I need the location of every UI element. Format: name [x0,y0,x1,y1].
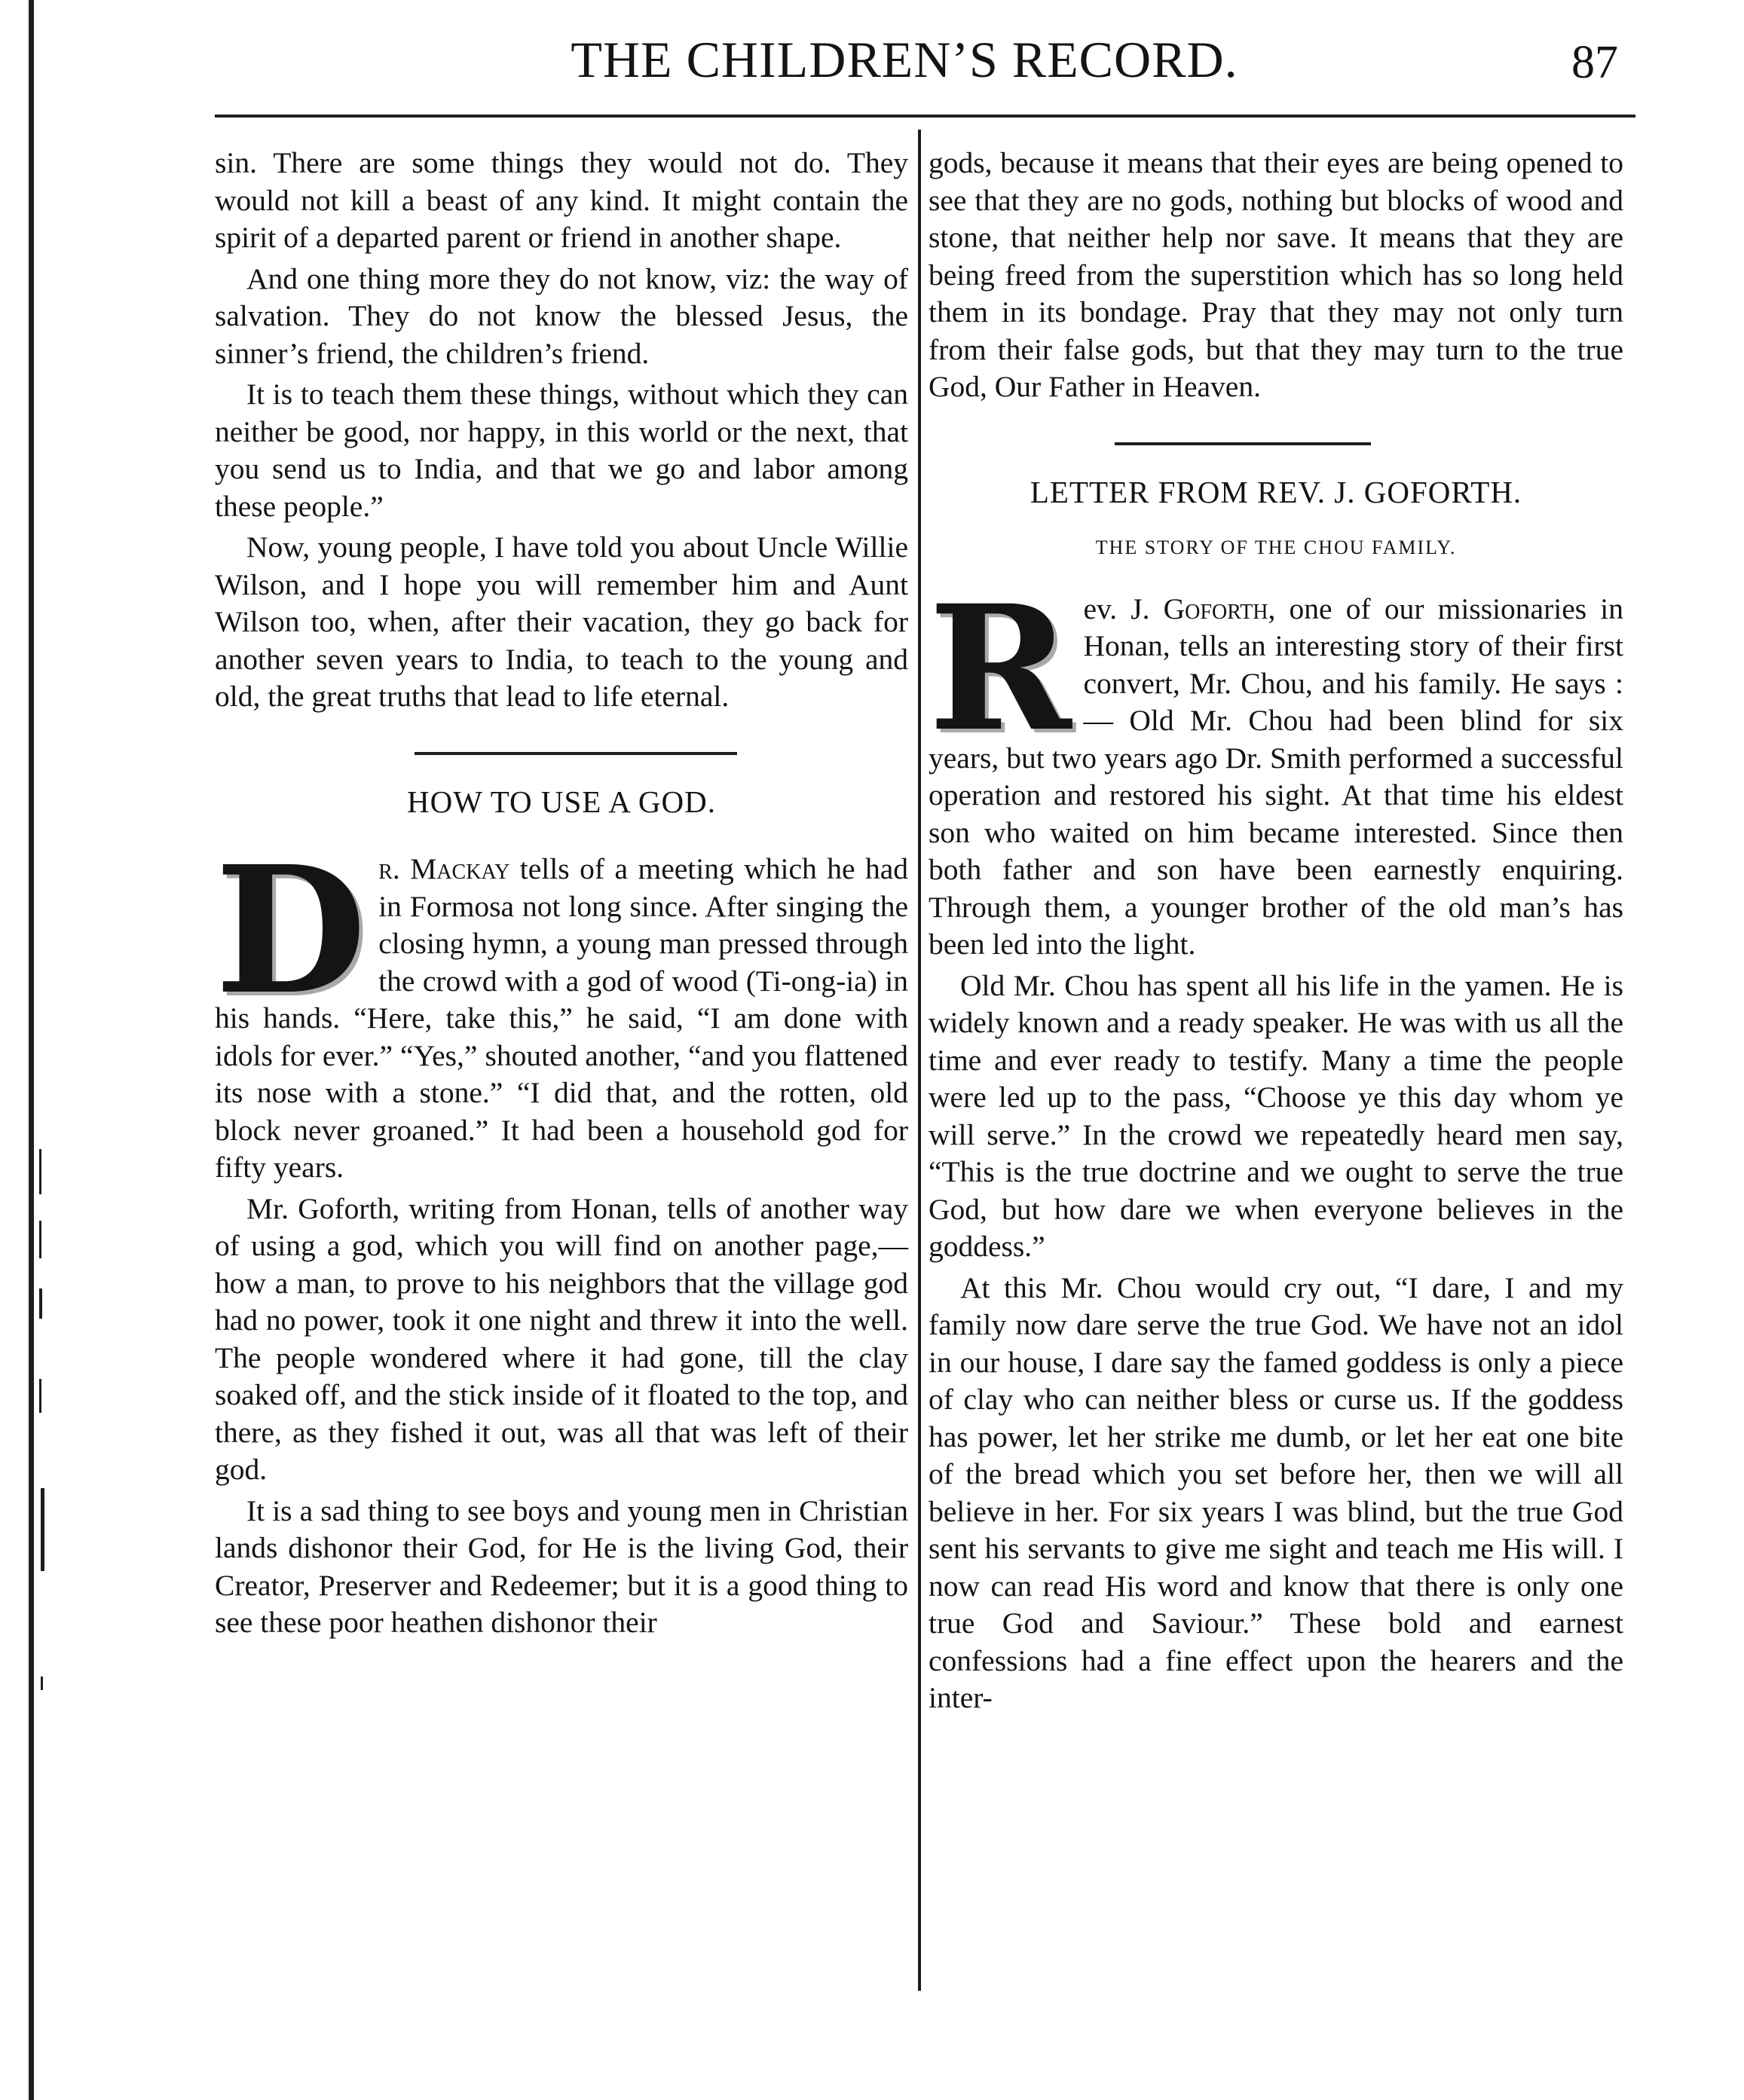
left-column [215,145,908,1642]
paragraph-lead: ev. J. [1083,591,1164,625]
paragraph: And one thing more they do not know, viz: the way of salvation. They do not know the blessed Jesus, the sinner’s friend, the children’s friend. [215,261,908,370]
section-subtitle: THE STORY OF THE CHOU FAMILY. [1095,536,1457,558]
paragraph-text: tells of a meeting which he had in Formosa not long since. After singing the closing hymn, a young man pressed through the crowd with a god of wood (Ti-ong-ia) in his hands. “Here, take this,” he said, “I am done with idols for ever.” “Yes,” shouted another, “and you flattened its nose with a stone.” “I did that, and the rotten, old block never groaned.” It had been a household god for fifty years. [215,852,908,1184]
header-rule [215,115,1635,118]
running-head-title: THE CHILDREN’S RECORD. [571,31,1238,88]
scan-mark [39,1379,41,1413]
paragraph: Old Mr. Chou has spent all his life in the yamen. He is widely known and a ready speaker. He was with us all the time and ever ready to testify. Many a time the people were led up to the pass, “Choose ye this day whom ye will serve.” In the crowd we repeatedly heard men say, “This is the true doctrine and we ought to serve the true God, but how dare we when everyone believes in the goddess.” [929,968,1623,1263]
paragraph: sin. There are some things they would not do. They would not kill a beast of any kind. It might contain the spirit of a departed parent or friend in another shape. [215,146,908,254]
page-number: 87 [1571,37,1618,88]
drop-cap-r: R [929,567,1072,769]
section-divider-rule [1115,442,1371,445]
scan-mark [41,1677,43,1690]
small-caps-name: Goforth [1163,591,1268,625]
section-title-how-to-use-a-god: HOW TO USE A GOD. [407,784,716,819]
scan-mark [39,1288,42,1319]
scan-mark [41,1488,44,1571]
paragraph: Mr. Goforth, writing from Honan, tells of another way of using a god, which you will find on another page,—how a man, to prove to his neighbors that the village god had no power, took it one night and threw it into the well. The people wondered where it had gone, till the clay soaked off, and the stick inside of it floated to the top, and there, as they fished it out, was all that was left of their god. [215,1191,908,1486]
scan-mark [39,1149,41,1194]
paragraph: At this Mr. Chou would cry out, “I dare, I and my family now dare serve the true God. We have not an idol in our house, I dare say the famed goddess is only a piece of clay who can neither bless or curse us. If the goddess has power, let her strike me dumb, or let her eat one bite of the bread which you set before her, then we will all believe in her. For six years I was blind, but the true God sent his servants to give me sight and teach me His will. I now can read His word and know that there is only one true God and Saviour.” These bold and earnest confessions had a fine effect upon the hearers and the inter- [929,1270,1623,1714]
paragraph-with-drop-cap [215,827,908,1187]
paragraph: gods, because it means that their eyes are being opened to see that they are no gods, nothing but blocks of wood and stone, that neither help nor save. It means that they are being freed from the superstition which has so long held them in its bondage. Pray that they may not only turn from their false gods, but that they may turn to the true God, Our Father in Heaven. [929,146,1623,403]
paragraph: It is to teach them these things, without which they can neither be good, nor happy, in this world or the next, that you send us to India, and that we go and labor among these people.” [215,378,908,523]
column-divider [918,130,921,1991]
scan-mark [39,1221,41,1258]
section-title-letter-from-goforth: LETTER FROM REV. J. GOFORTH. [1030,474,1522,509]
drop-cap-d: D [215,827,367,1033]
paragraph-with-drop-cap [929,567,1624,964]
scan-edge-line [29,0,34,2100]
section-divider-rule [415,752,737,755]
right-column [929,145,1623,1717]
paragraph-text: , one of our missionaries in Honan, tells an interesting story of their first convert, Mr. Chou, and his family. He says :— Old Mr. Chou had been blind for six years, but two years ago Dr. Smith performed a successful operation and restored his sight. At that time his eldest son who waited on him became interested. Since then both father and son have been earnestly enquiring. Through them, a younger brother of the old man’s has been led into the light. [929,591,1624,961]
paragraph: Now, young people, I have told you about Uncle Willie Wilson, and I hope you will remember him and Aunt Wilson too, when, after their vacation, they go back for another seven years to India, to teach to the young and old, the great truths that lead to life eternal. [215,530,908,713]
paragraph: It is a sad thing to see boys and young men in Christian lands dishonor their God, for He is the living God, their Creator, Preserver and Redeemer; but it is a good thing to see these poor heathen dishonor their [215,1493,908,1639]
small-caps-name: r. Mackay [378,852,510,885]
